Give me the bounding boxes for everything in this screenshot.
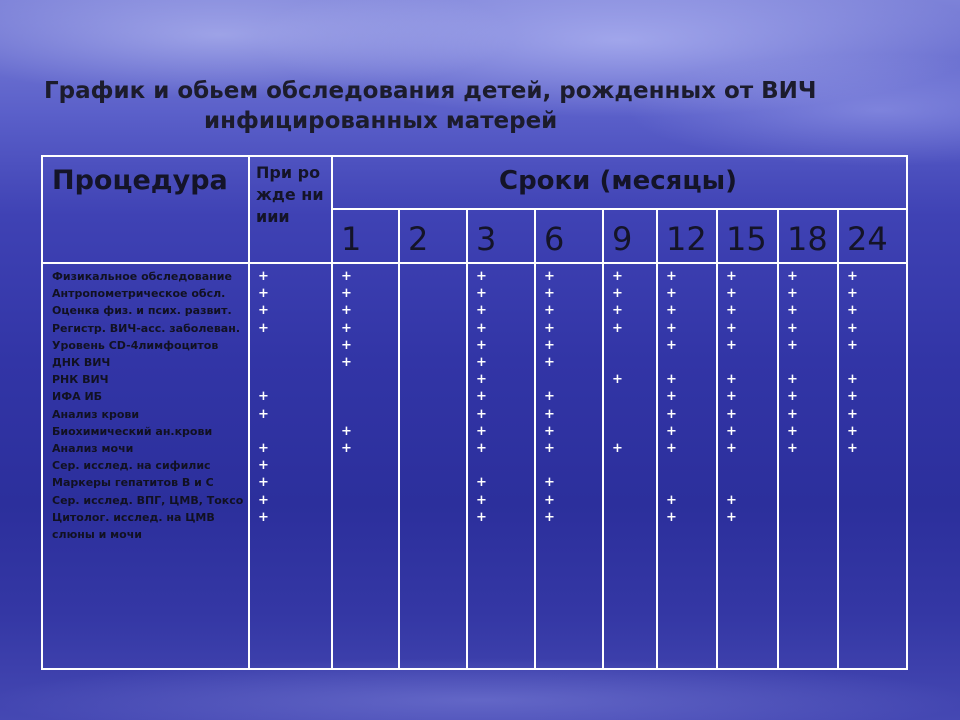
mark-plus: +	[666, 389, 677, 405]
mark-plus: +	[787, 320, 798, 336]
mark-plus: +	[612, 372, 623, 388]
procedure-label: Цитолог. исслед. на ЦМВ слюны и мочи	[52, 510, 215, 541]
mark-plus: +	[847, 423, 858, 439]
mark-plus: +	[612, 303, 623, 319]
mark-plus: +	[476, 475, 487, 491]
mark-plus: +	[544, 475, 555, 491]
procedure-label: Антропометрическое обсл.	[52, 287, 226, 301]
mark-plus: +	[341, 286, 352, 302]
table-border-left	[41, 155, 43, 670]
column-line	[466, 208, 468, 668]
mark-plus: +	[726, 337, 737, 353]
mark-plus: +	[666, 492, 677, 508]
mark-plus: +	[726, 269, 737, 284]
procedure-label: Регистр. ВИЧ-асс. заболеван.	[52, 321, 241, 335]
mark-plus: +	[476, 269, 487, 284]
mark-plus: +	[666, 441, 677, 456]
mark-plus: +	[847, 372, 858, 388]
month-label: 15	[726, 220, 767, 258]
mark-plus: +	[544, 355, 555, 370]
mark-plus: +	[341, 355, 352, 370]
mark-plus: +	[612, 286, 623, 302]
column-line	[534, 208, 536, 668]
mark-plus: +	[258, 509, 269, 525]
month-label: 6	[544, 220, 565, 258]
mark-plus: +	[341, 303, 352, 319]
mark-plus: +	[666, 406, 677, 422]
mark-plus: +	[476, 492, 487, 508]
mark-plus: +	[787, 337, 798, 353]
mark-plus: +	[258, 458, 269, 474]
month-header-divider	[331, 208, 908, 210]
mark-plus: +	[476, 320, 487, 336]
mark-plus: +	[341, 423, 352, 439]
procedure-label: Уровень CD-4лимфоцитов	[52, 338, 219, 352]
mark-plus: +	[476, 355, 487, 370]
mark-plus: +	[258, 492, 269, 508]
mark-plus: +	[544, 423, 555, 439]
mark-plus: +	[787, 441, 798, 456]
title-line-1: График и обьем обследования детей, рожденных от ВИЧ	[44, 78, 817, 104]
mark-plus: +	[666, 423, 677, 439]
column-line	[331, 155, 333, 668]
mark-plus: +	[726, 492, 737, 508]
month-label: 9	[612, 220, 633, 258]
title-line-2: инфицированных матерей	[204, 108, 558, 134]
procedure-label: Биохимический ан.крови	[52, 424, 213, 438]
month-label: 18	[787, 220, 828, 258]
mark-plus: +	[847, 441, 858, 456]
mark-plus: +	[847, 269, 858, 284]
mark-plus: +	[476, 389, 487, 405]
mark-plus: +	[258, 441, 269, 456]
mark-plus: +	[666, 372, 677, 388]
mark-plus: +	[258, 475, 269, 491]
month-label: 2	[408, 220, 429, 258]
mark-plus: +	[666, 320, 677, 336]
mark-plus: +	[726, 286, 737, 302]
mark-plus: +	[476, 509, 487, 525]
mark-plus: +	[341, 320, 352, 336]
month-label: 24	[847, 220, 888, 258]
mark-plus: +	[258, 406, 269, 422]
mark-plus: +	[544, 441, 555, 456]
mark-plus: +	[726, 509, 737, 525]
mark-plus: +	[726, 320, 737, 336]
mark-plus: +	[544, 492, 555, 508]
mark-plus: +	[787, 269, 798, 284]
month-label: 1	[341, 220, 362, 258]
mark-plus: +	[847, 406, 858, 422]
mark-plus: +	[847, 389, 858, 405]
mark-plus: +	[258, 286, 269, 302]
mark-plus: +	[726, 389, 737, 405]
mark-plus: +	[544, 406, 555, 422]
mark-plus: +	[787, 423, 798, 439]
header-procedure: Процедура	[52, 165, 228, 196]
header-period-months: Сроки (месяцы)	[498, 166, 737, 196]
mark-plus: +	[258, 320, 269, 336]
mark-plus: +	[847, 286, 858, 302]
column-line	[656, 208, 658, 668]
mark-plus: +	[476, 337, 487, 353]
mark-plus: +	[726, 372, 737, 388]
mark-plus: +	[666, 509, 677, 525]
mark-plus: +	[544, 320, 555, 336]
procedure-label: Маркеры гепатитов В и С	[52, 476, 214, 490]
mark-plus: +	[666, 286, 677, 302]
mark-plus: +	[666, 303, 677, 319]
mark-plus: +	[847, 303, 858, 319]
mark-plus: +	[612, 269, 623, 284]
mark-plus: +	[544, 269, 555, 284]
mark-plus: +	[544, 286, 555, 302]
column-line	[716, 208, 718, 668]
procedure-label: Сер. исслед. на сифилис	[52, 459, 211, 473]
mark-plus: +	[666, 269, 677, 284]
month-label: 12	[666, 220, 707, 258]
mark-plus: +	[341, 337, 352, 353]
mark-plus: +	[726, 441, 737, 456]
mark-plus: +	[726, 423, 737, 439]
mark-plus: +	[847, 337, 858, 353]
mark-plus: +	[787, 372, 798, 388]
mark-plus: +	[258, 389, 269, 405]
table-border-bottom	[41, 668, 908, 670]
mark-plus: +	[787, 389, 798, 405]
table-border-top	[41, 155, 908, 157]
procedure-label: Сер. исслед. ВПГ, ЦМВ, Токсо	[52, 493, 244, 507]
procedure-label: Физикальное обследование	[52, 270, 232, 283]
mark-plus: +	[341, 269, 352, 284]
procedure-label: РНК ВИЧ	[52, 373, 109, 387]
mark-plus: +	[612, 441, 623, 456]
column-line	[248, 155, 250, 668]
mark-plus: +	[476, 406, 487, 422]
mark-plus: +	[544, 303, 555, 319]
slide-title	[44, 76, 904, 136]
table-border-right	[906, 155, 908, 670]
header-body-divider	[41, 262, 908, 264]
month-label: 3	[476, 220, 497, 258]
mark-plus: +	[726, 303, 737, 319]
mark-plus: +	[787, 286, 798, 302]
procedure-label: Анализ крови	[52, 407, 140, 421]
mark-plus: +	[258, 269, 269, 284]
mark-plus: +	[787, 303, 798, 319]
mark-plus: +	[476, 303, 487, 319]
mark-plus: +	[476, 441, 487, 456]
procedure-label: Анализ мочи	[52, 442, 134, 455]
procedure-label: ИФА ИБ	[52, 390, 103, 404]
mark-plus: +	[476, 423, 487, 439]
mark-plus: +	[341, 441, 352, 456]
column-line	[837, 208, 839, 668]
column-line	[602, 208, 604, 668]
mark-plus: +	[544, 337, 555, 353]
mark-plus: +	[544, 509, 555, 525]
mark-plus: +	[544, 389, 555, 405]
mark-plus: +	[787, 406, 798, 422]
mark-plus: +	[726, 406, 737, 422]
mark-plus: +	[612, 320, 623, 336]
column-line	[398, 208, 400, 668]
column-line	[777, 208, 779, 668]
mark-plus: +	[476, 372, 487, 388]
mark-plus: +	[666, 337, 677, 353]
procedure-label: ДНК ВИЧ	[52, 356, 111, 369]
header-at-birth: При рожде нииии	[256, 163, 324, 226]
procedure-label: Оценка физ. и псих. развит.	[52, 304, 232, 318]
mark-plus: +	[476, 286, 487, 302]
mark-plus: +	[258, 303, 269, 319]
mark-plus: +	[847, 320, 858, 336]
